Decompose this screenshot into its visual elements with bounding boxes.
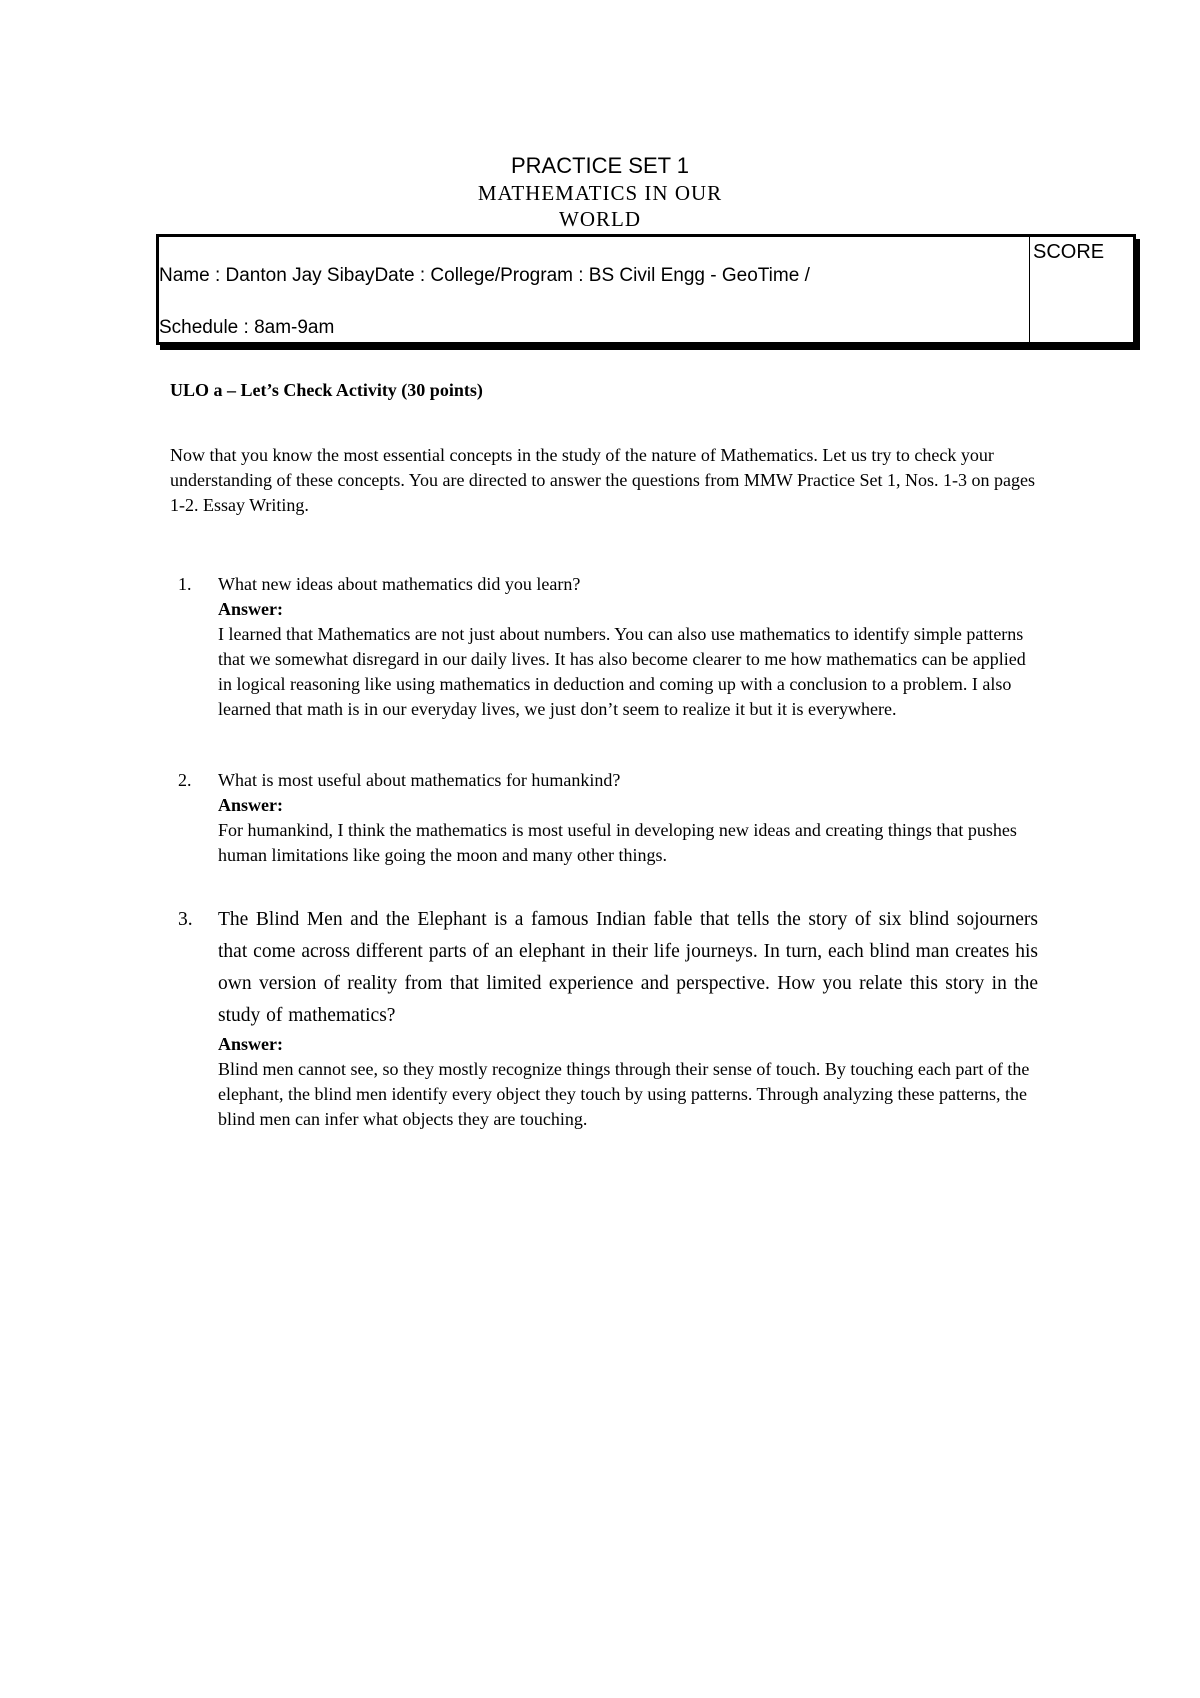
- question-number: 3.: [178, 909, 193, 930]
- activity-intro: Now that you know the most essential concepts in the study of the nature of Mathematics. Let us try to check your understanding of these concepts. You are directed to answer the questions from MMW Practice Set 1, Nos. 1-3 on pages 1-2. Essay Writing.: [170, 445, 1035, 515]
- activity-heading: ULO a – Let’s Check Activity (30 points): [170, 380, 483, 400]
- score-label: SCORE: [1033, 241, 1105, 263]
- subject-title-line1: MATHEMATICS IN OUR: [477, 181, 723, 205]
- answer-text: Blind men cannot see, so they mostly recognize things through their sense of touch. By touching each part of the elephant, the blind men identify every object they touch by using patterns. Through analyzing these patterns, the blind men can infer what objects they are touching.: [218, 1059, 1030, 1129]
- question-text: The Blind Men and the Elephant is a famous Indian fable that tells the story of six blind sojourners that come across different parts of an elephant in their life journeys. In turn, each blind man creates his own version of reality from that limited experience and perspective. How you relate this story in the study of mathematics?: [218, 909, 1038, 1026]
- subject-title-line2: WORLD: [559, 207, 641, 231]
- answer-label: Answer:: [218, 599, 283, 619]
- schedule-line: Schedule : 8am-9am: [159, 317, 335, 338]
- answer-label: Answer:: [218, 1034, 283, 1054]
- question-body: [218, 768, 1038, 868]
- question-number: 1.: [178, 574, 192, 594]
- name-date-program-line: Name : Danton Jay SibayDate : College/Program : BS Civil Engg - GeoTime /: [159, 265, 810, 286]
- answer-text: For humankind, I think the mathematics is most useful in developing new ideas and creating things that pushes human limitations like going the moon and many other things.: [218, 820, 1017, 865]
- practice-set-title: PRACTICE SET 1: [510, 153, 690, 178]
- question-text: What is most useful about mathematics for humankind?: [218, 770, 621, 790]
- student-info-box: [156, 234, 1136, 345]
- answer-label: Answer:: [218, 795, 283, 815]
- question-number: 2.: [178, 770, 192, 790]
- question-text: What new ideas about mathematics did you learn?: [218, 574, 581, 594]
- student-info-cell: [159, 237, 1030, 342]
- question-body: [218, 572, 1038, 722]
- question-body: [218, 904, 1038, 1132]
- document-title-block: [0, 152, 1200, 232]
- answer-text: I learned that Mathematics are not just about numbers. You can also use mathematics to identify simple patterns that we somewhat disregard in our daily lives. It has also become clearer to me how mathematics can be applied in logical reasoning like using mathematics in deduction and coming up with a conclusion to a problem. I also learned that math is in our everyday lives, we just don’t seem to realize it but it is everywhere.: [218, 624, 1026, 719]
